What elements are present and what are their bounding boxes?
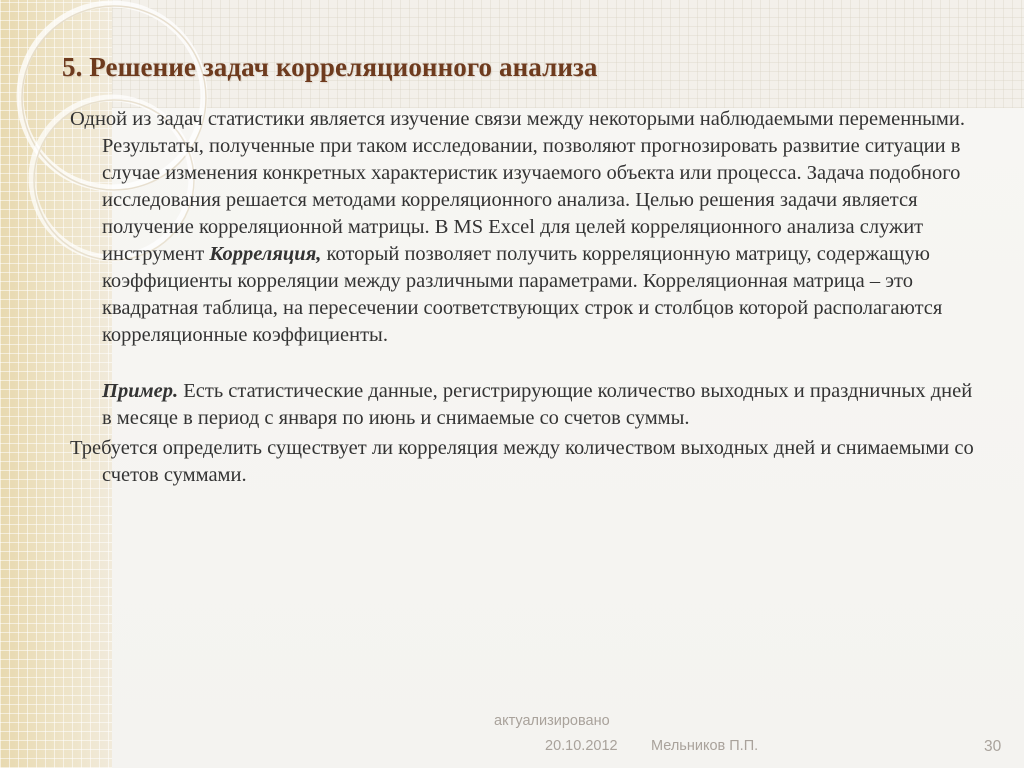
footer-updated-label: актуализировано	[494, 713, 610, 729]
example-text: Есть статистические данные, регистрирующие количество выходных и праздничных дней в месяце в период с января по июнь и снимаемые со счетов суммы.	[102, 380, 973, 429]
paragraph-task: Требуется определить существует ли корреляция между количеством выходных дней и снимаемыми со счетов суммами.	[70, 437, 974, 486]
slide-title: 5. Решение задач корреляционного анализа	[62, 52, 598, 82]
footer-author: Мельников П.П.	[651, 738, 759, 754]
paragraph-spacer	[70, 349, 980, 378]
footer-date: 20.10.2012	[545, 738, 618, 754]
example-label: Пример.	[102, 380, 179, 402]
paragraph-correlation-intro-continuation: который позволяет получить корреляционную матрицу, содержащую коэффициенты корреляции между различными параметрами. Корреляционная матрица – это квадратная таблица, на пересечении соответствующих строк и столбцов которой располагаются корреляционные коэффициенты.	[102, 243, 943, 346]
paragraph-correlation-intro	[70, 106, 980, 349]
paragraph-correlation-intro-text: Одной из задач статистики является изучение связи между некоторыми наблюдаемыми переменными. Результаты, полученные при таком исследовании, позволяют прогнозировать развитие ситуации в случае изменения конкретных характеристик изучаемого объекта или процесса. Задача подобного исследования решается методами корреляционного анализа. Целью решения задачи является получение корреляционной матрицы. В MS Excel для целей корреляционного анализа служит инструмент	[70, 108, 966, 265]
paragraph-example	[70, 378, 980, 432]
page-number: 30	[984, 738, 1002, 755]
slide-body	[70, 106, 980, 489]
correlation-tool-name: Корреляция,	[209, 243, 322, 265]
